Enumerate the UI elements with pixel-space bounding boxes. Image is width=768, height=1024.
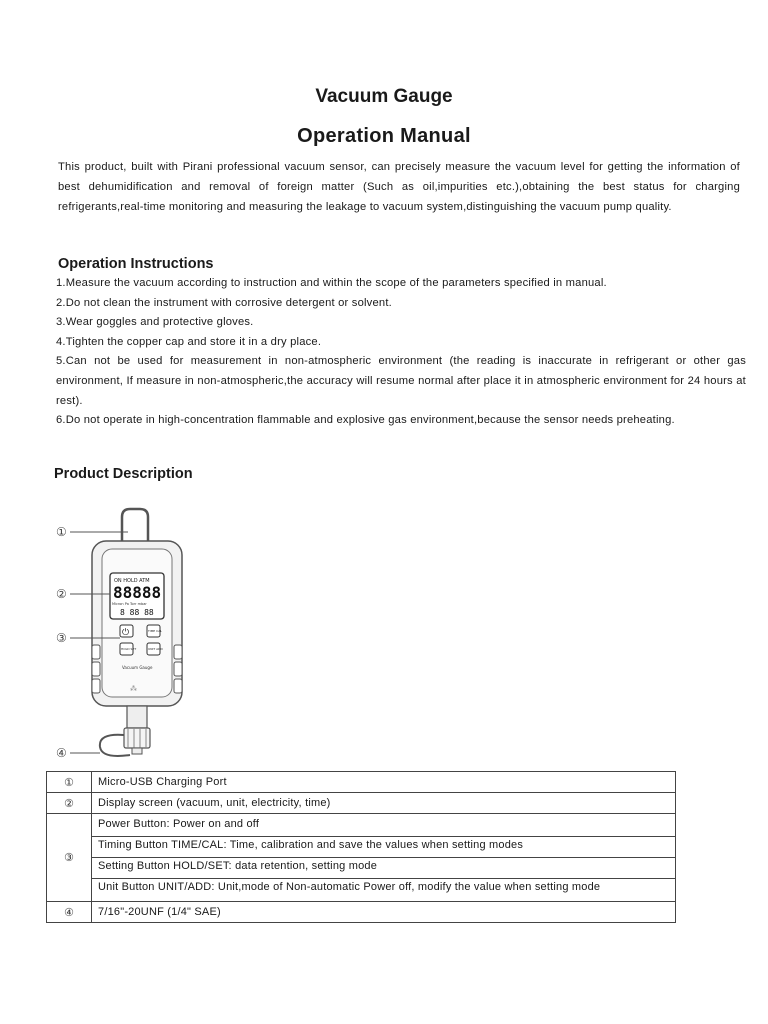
row-description: Micro-USB Charging Port [92,772,676,793]
hanger-loop [122,509,148,545]
connector-neck [127,706,147,728]
row-description-group [92,814,676,902]
operation-list [56,274,746,431]
vacuum-gauge-illustration [40,505,200,770]
lcd-main-digits: 88888 [113,583,162,602]
operation-item: 1.Measure the vacuum according to instruction and within the scope of the parameters specified in manual. [56,277,607,289]
operation-item: 5.Can not be used for measurement in non-atmospheric environment (the reading is inaccurate in refrigerant or other gas environment, If measure in non-atmospheric,the accuracy will resume normal after place it in atmospheric environment for 24 hours at rest). [56,355,746,407]
row-description: Setting Button HOLD/SET: data retention, setting mode [92,858,675,879]
callout-2: ② [56,587,67,601]
lcd-unit-labels: Micron Pa Torr mbar [112,602,147,606]
logo-icon: ⁂ [130,685,137,693]
intro-paragraph: This product, built with Pirani professional vacuum sensor, can precisely measure the vacuum level for getting the information of best dehumidification and removal of foreign matter (Such as oil,impurities etc.),obtaining the best status for charging refrigerants,real-time monitoring and measuring the leakage to vacuum system,distinguishing the vacuum pump quality. [58,161,740,213]
time-cal-button-label: TIME CAL [148,629,162,633]
document-title: Vacuum Gauge [315,86,453,107]
table-row [47,814,676,902]
row-number: ① [47,772,92,793]
row-description: Timing Button TIME/CAL: Time, calibration and save the values when setting modes [92,837,675,858]
device-brand-label: Vacuum Gauge [122,665,153,670]
unit-add-button-label: UNIT ADD [148,647,163,651]
table-row [47,902,676,923]
row-description: 7/16"-20UNF (1/4" SAE) [92,902,676,923]
lcd-top-labels: ON HOLD ATM [114,578,150,584]
hold-set-button-label: HOLD SET [121,647,137,651]
operation-item: 6.Do not operate in high-concentration flammable and explosive gas environment,because the sensor needs preheating. [56,414,675,427]
row-description: Display screen (vacuum, unit, electricity, time) [92,793,676,814]
power-button-icon: ⏻ [122,628,130,638]
operation-item: 4.Tighten the copper cap and store it in a dry place. [56,335,322,348]
document-subtitle: Operation Manual [297,125,471,147]
operation-item: 3.Wear goggles and protective gloves. [56,316,254,329]
callout-3: ③ [56,631,67,645]
row-description: Power Button: Power on and off [92,816,675,837]
callout-4: ④ [56,746,67,760]
operation-item: 2.Do not clean the instrument with corrosive detergent or solvent. [56,296,392,309]
row-number: ④ [47,902,92,923]
parts-table [46,771,676,923]
right-grips [174,645,182,693]
product-heading: Product Description [54,466,193,482]
row-number: ② [47,793,92,814]
table-row [47,793,676,814]
row-number: ③ [47,814,92,902]
callout-1: ① [56,525,67,539]
table-row [47,772,676,793]
operation-heading: Operation Instructions [58,256,214,272]
lcd-bottom-digits: 8 88 88 [120,608,154,617]
face-panel [102,549,172,697]
row-description: Unit Button UNIT/ADD: Unit,mode of Non-automatic Power off, modify the value when setting mode [98,881,601,893]
left-grips [92,645,100,693]
